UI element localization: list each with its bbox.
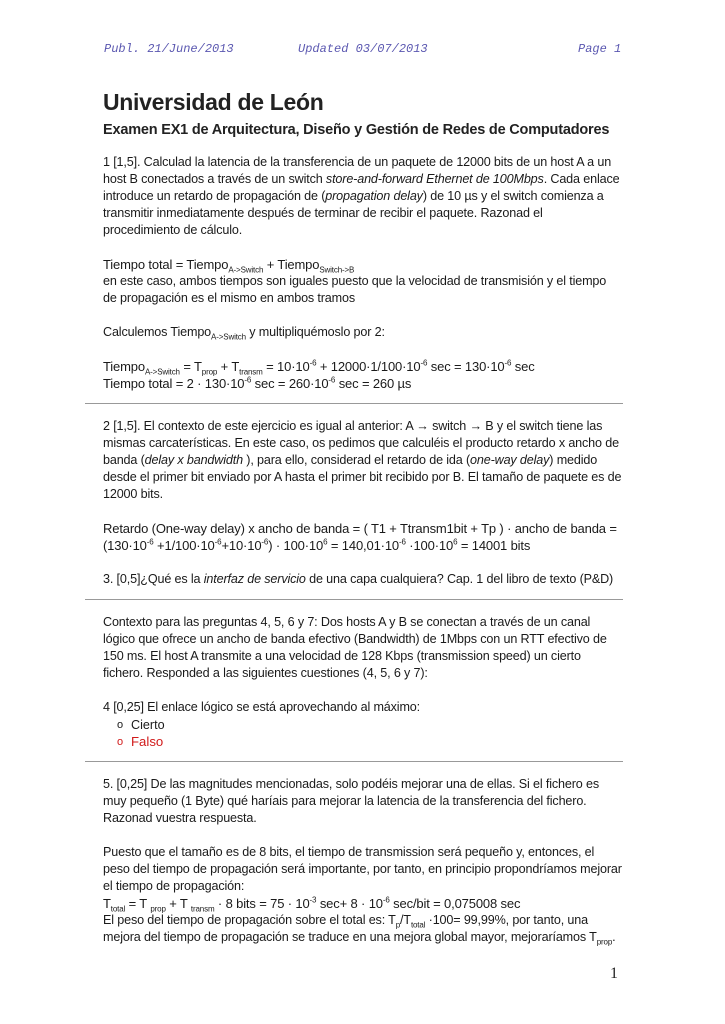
- q1-equation-switch: Tiempo$_{A->Switch}$ = $T_{prop} + T_{transm} = 10\cdot 10^{-6} + 12000\cdot 1/100\cdot 10^{-6}$ $\sec = 130\cdot 10^{-6}$ sec: [103, 358, 535, 377]
- q2-equation: Retardo (One-way delay) x ancho de banda = ( T1 + Ttransm1bit + Tp ) · ancho de banda = $(130\cdot 10^{-6} +1/100\cdot 10^{-6}+10\cdot 10^{-6}) \cdot 100\cdot 10^6 = 140,01\cdot 10^{-6} \cdot 100\cdot 10^6 = 14001$ bits: [103, 521, 617, 553]
- question-5: 5. [0,25] De las magnitudes mencionadas, solo podéis mejorar una de ellas. Si el fichero es muy pequeño (1 Byte) qué haríais para mejorar la latencia de la transferencia del fichero. Razonad vuestra respuesta.: [103, 777, 599, 825]
- document-body: [103, 88, 623, 946]
- q5-equation: $T_{total} = T$ $_{prop}$ + T $_{transm}$ · 8 bits = $75 \cdot 10^{-3}$ $\sec+ 8 \cdot 10^{-6}$ sec/bit = 0,075008 sec: [103, 895, 521, 914]
- q1-answer-text: en este caso, ambos tiempos son iguales puesto que la velocidad de transmisión y el tiempo de propagación es el mismo en ambos tramos: [103, 274, 607, 305]
- question-2: 2 [1,5]. El contexto de este ejercicio es igual al anterior: A → switch → B y el switch tiene las mismas carcaterísticas. En este caso, os pedimos que calculéis el producto retardo x ancho de banda (delay x bandwidth ), para ello, considerad el retardo de ida (one-way delay) medido desde el primer bit enviado por A hasta el primer bit recibido por B. El tamaño de paquete es de 12000 bits.: [103, 419, 622, 501]
- page-subtitle: Examen EX1 de Arquitectura, Diseño y Gestión de Redes de Computadores: [103, 122, 610, 138]
- q1-equation-result: Tiempo total = $2 \cdot 130\cdot 10^{-6}$ $\sec = 260\cdot 10^{-6}$ sec = 260 µs: [103, 375, 412, 391]
- question-4: 4 [0,25] El enlace lógico se está aprovechando al máximo:: [103, 700, 420, 714]
- header-page-label: Page 1: [578, 42, 622, 56]
- question-1: 1 [1,5]. Calculad la latencia de la transferencia de un paquete de 12000 bits de un host A a un host B conectados a través de un switch store-and-forward Ethernet de 100Mbps. Cada enlace introduce un retardo de propagación de (propagation delay) de 10 µs y el switch comienza a transmitir inmediatamente después de terminar de recibir el paquete. Razonad el procedimiento de cálculo.: [103, 155, 620, 237]
- option-falso: o Falso: [117, 734, 164, 749]
- page-number: 1: [610, 965, 618, 982]
- bullet-circle-icon: o: [117, 718, 124, 731]
- question-3: 3. [0,5]¿Qué es la interfaz de servicio de una capa cualquiera? Cap. 1 del libro de texto (P&D): [103, 572, 614, 586]
- header-published-date: Publ. 21/June/2013: [104, 42, 234, 56]
- context-paragraph: Contexto para las preguntas 4, 5, 6 y 7: Dos hosts A y B se conectan a través de un canal lógico que ofrece un ancho de banda efectivo (Bandwidth) de 1Mbps con un RTT efectivo de 150 ms. El host A transmite a una velocidad de 128 Kbps (transmission speed) un cierto fichero. Responded a las siguientes cuestiones (4, 5, 6 y 7):: [103, 615, 607, 680]
- section-divider: [85, 403, 623, 404]
- q5-answer-text: Puesto que el tamaño es de 8 bits, el tiempo de transmission será pequeño y, entonces, el peso del tiempo de propagación será importante, por tanto, en principio propondríamos mejorar el tiempo de propagación:: [103, 845, 622, 893]
- q1-calc-intro: Calculemos Tiempo$_{A->Switch}$ y multipliquémoslo por 2:: [103, 325, 385, 342]
- section-divider: [85, 599, 623, 600]
- q5-conclusion: El peso del tiempo de propagación sobre el total es: $T_p/T_{total} \cdot 100= 99,99\%$, por tanto, una mejora del tiempo de propagación se traduce en una mejora global mayor, mejoraríamos $T_{prop}$.: [103, 913, 616, 947]
- q1-equation-total: Tiempo total = Tiempo$_{A->Switch}$ + Tiempo$_{Switch->B}$: [103, 257, 355, 275]
- bullet-circle-icon: o: [117, 735, 124, 748]
- header-updated-date: Updated 03/07/2013: [298, 42, 428, 56]
- section-divider: [85, 761, 623, 762]
- option-cierto: o Cierto: [117, 717, 165, 732]
- page-title: Universidad de León: [103, 89, 324, 115]
